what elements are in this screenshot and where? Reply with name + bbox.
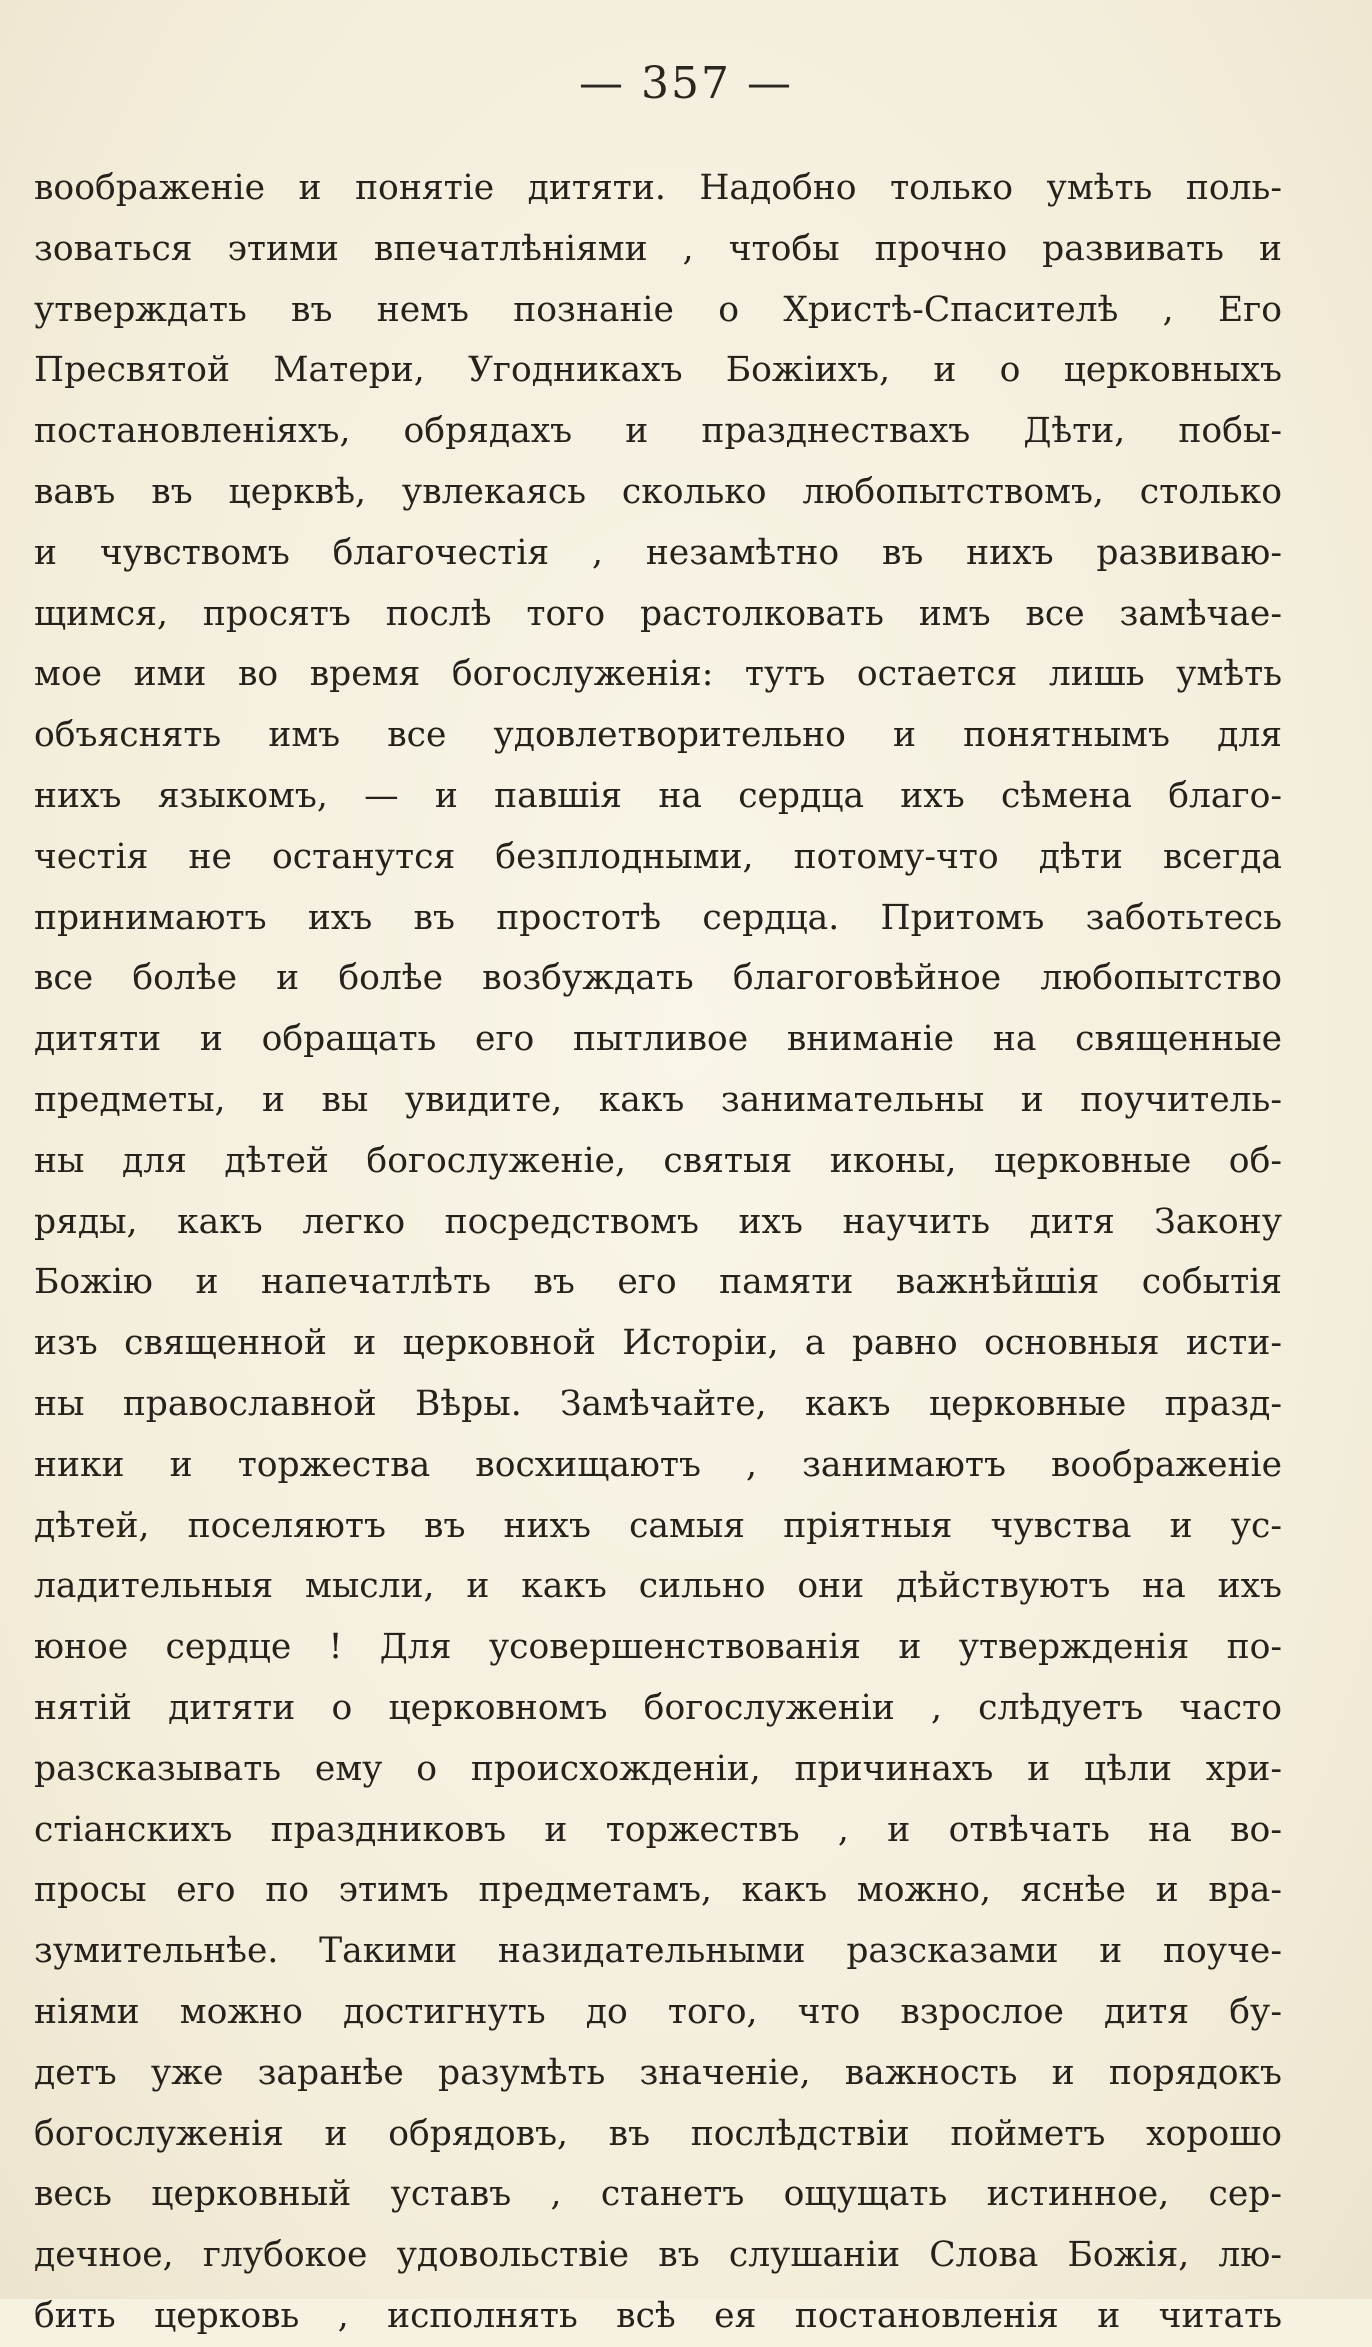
text-line: объяснять имъ все удовлетворительно и понятнымъ для	[34, 715, 1282, 756]
page-number: — 357 —	[579, 58, 793, 109]
text-line: разсказывать ему о происхожденіи, причинахъ и цѣли хри-	[34, 1748, 1282, 1789]
text-line: нихъ языкомъ, — и павшія на сердца ихъ сѣмена благо-	[34, 775, 1282, 816]
text-line: богослуженія и обрядовъ, въ послѣдствіи пойметъ хорошо	[34, 2113, 1282, 2154]
text-line: постановленіяхъ, обрядахъ и празднествахъ Дѣти, побы-	[34, 411, 1282, 452]
body-text	[34, 158, 1282, 2347]
text-line: Божію и напечатлѣть въ его памяти важнѣйшія событія	[34, 1262, 1282, 1303]
text-line: дечное, глубокое удовольствіе въ слушаніи Слова Божія, лю-	[34, 2235, 1282, 2276]
text-line: и чувствомъ благочестія , незамѣтно въ нихъ развиваю-	[34, 532, 1282, 573]
text-line: честія не останутся безплодными, потому-что дѣти всегда	[34, 836, 1282, 877]
text-line: весь церковный уставъ , станетъ ощущать истинное, сер-	[34, 2174, 1282, 2215]
text-line: утверждать въ немъ познаніе о Христѣ-Спасителѣ , Его	[34, 289, 1282, 330]
text-line: нятій дитяти о церковномъ богослуженіи , слѣдуетъ часто	[34, 1687, 1282, 1728]
text-line: вавъ въ церквѣ, увлекаясь сколько любопытствомъ, столько	[34, 471, 1282, 512]
text-line: воображеніе и понятіе дитяти. Надобно только умѣть поль-	[34, 168, 1282, 208]
text-line: стіанскихъ праздниковъ и торжествъ , и отвѣчать на во-	[34, 1809, 1282, 1850]
text-line: изъ священной и церковной Исторіи, а равно основныя исти-	[34, 1323, 1282, 1364]
text-line: щимся, просятъ послѣ того растолковать имъ все замѣчае-	[34, 593, 1282, 634]
text-line: юное сердце ! Для усовершенствованія и утвержденія по-	[34, 1627, 1282, 1668]
text-line: ладительныя мысли, и какъ сильно они дѣйствуютъ на ихъ	[34, 1566, 1282, 1607]
text-line: детъ уже заранѣе разумѣть значеніе, важность и порядокъ	[34, 2052, 1282, 2093]
text-line: ніями можно достигнуть до того, что взрослое дитя бу-	[34, 1991, 1282, 2032]
text-line: просы его по этимъ предметамъ, какъ можно, яснѣе и вра-	[34, 1870, 1282, 1911]
text-line: ны для дѣтей богослуженіе, святыя иконы, церковные об-	[34, 1140, 1282, 1181]
text-line: все болѣе и болѣе возбуждать благоговѣйное любопытство	[34, 958, 1282, 999]
text-line: зумительнѣе. Такими назидательными разсказами и поуче-	[34, 1931, 1282, 1972]
text-line: мое ими во время богослуженія: тутъ остается лишь умѣть	[34, 654, 1282, 695]
text-line: зоваться этими впечатлѣніями , чтобы прочно развивать и	[34, 228, 1282, 269]
text-line: бить церковь , исполнять всѣ ея постановленія и читать	[34, 2295, 1282, 2336]
text-line: дитяти и обращать его пытливое вниманіе на священные	[34, 1019, 1282, 1060]
text-line: Пресвятой Матери, Угодникахъ Божіихъ, и о церковныхъ	[34, 350, 1282, 391]
text-line: ники и торжества восхищаютъ , занимаютъ воображеніе	[34, 1444, 1282, 1485]
text-line: ны православной Вѣры. Замѣчайте, какъ церковные празд-	[34, 1383, 1282, 1424]
text-line: предметы, и вы увидите, какъ занимательны и поучитель-	[34, 1079, 1282, 1120]
text-line: дѣтей, поселяютъ въ нихъ самыя пріятныя чувства и ус-	[34, 1505, 1282, 1546]
text-line: ряды, какъ легко посредствомъ ихъ научить дитя Закону	[34, 1201, 1282, 1242]
text-line: принимаютъ ихъ въ простотѣ сердца. Притомъ заботьтесь	[34, 897, 1282, 938]
